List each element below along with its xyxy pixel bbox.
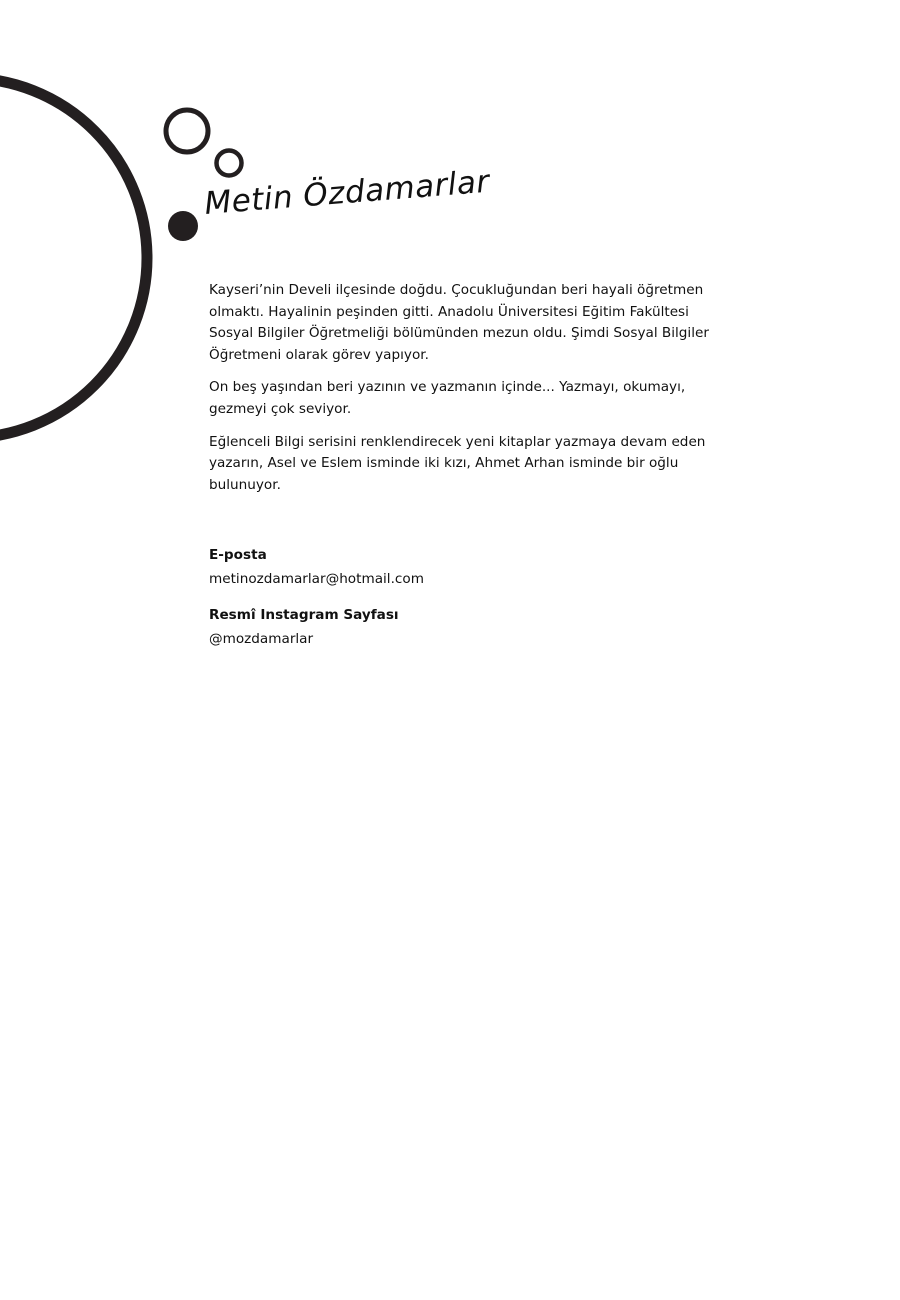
instagram-handle: @mozdamarlar — [209, 631, 314, 647]
large-arc-circle — [0, 78, 147, 438]
filled-bullet-dot — [168, 211, 198, 241]
small-bubble-circle — [217, 151, 242, 176]
email-address: metinozdamarlar@hotmail.com — [209, 571, 424, 587]
author-name-heading: Metin Özdamarlar — [203, 163, 491, 222]
bio-paragraph: On beş yaşından beri yazının ve yazmanın içinde... Yazmayı, okumayı, gezmeyi çok seviyor. — [209, 379, 686, 417]
bio-paragraph: Eğlenceli Bilgi serisini renklendirecek yeni kitaplar yazmaya devam eden yazarın, Asel ve Eslem isminde iki kızı, Ahmet Arhan isminde bir oğlu bulunuyor. — [209, 433, 706, 493]
bio-paragraph: Kayseri’nin Develi ilçesinde doğdu. Çocukluğundan beri hayali öğretmen olmaktı. Hayalinin peşinden gitti. Anadolu Üniversitesi Eğitim Fakültesi Sosyal Bilgiler Öğretmeliği bölümünden mezun oldu. Şimdi Sosyal Bilgiler Öğretmeni olarak görev yapıyor. — [209, 282, 709, 363]
author-bio — [209, 280, 709, 507]
contact-section — [209, 545, 689, 665]
instagram-label: Resmî Instagram Sayfası — [209, 607, 399, 623]
medium-bubble-circle — [166, 110, 208, 152]
email-label: E-posta — [209, 547, 267, 563]
